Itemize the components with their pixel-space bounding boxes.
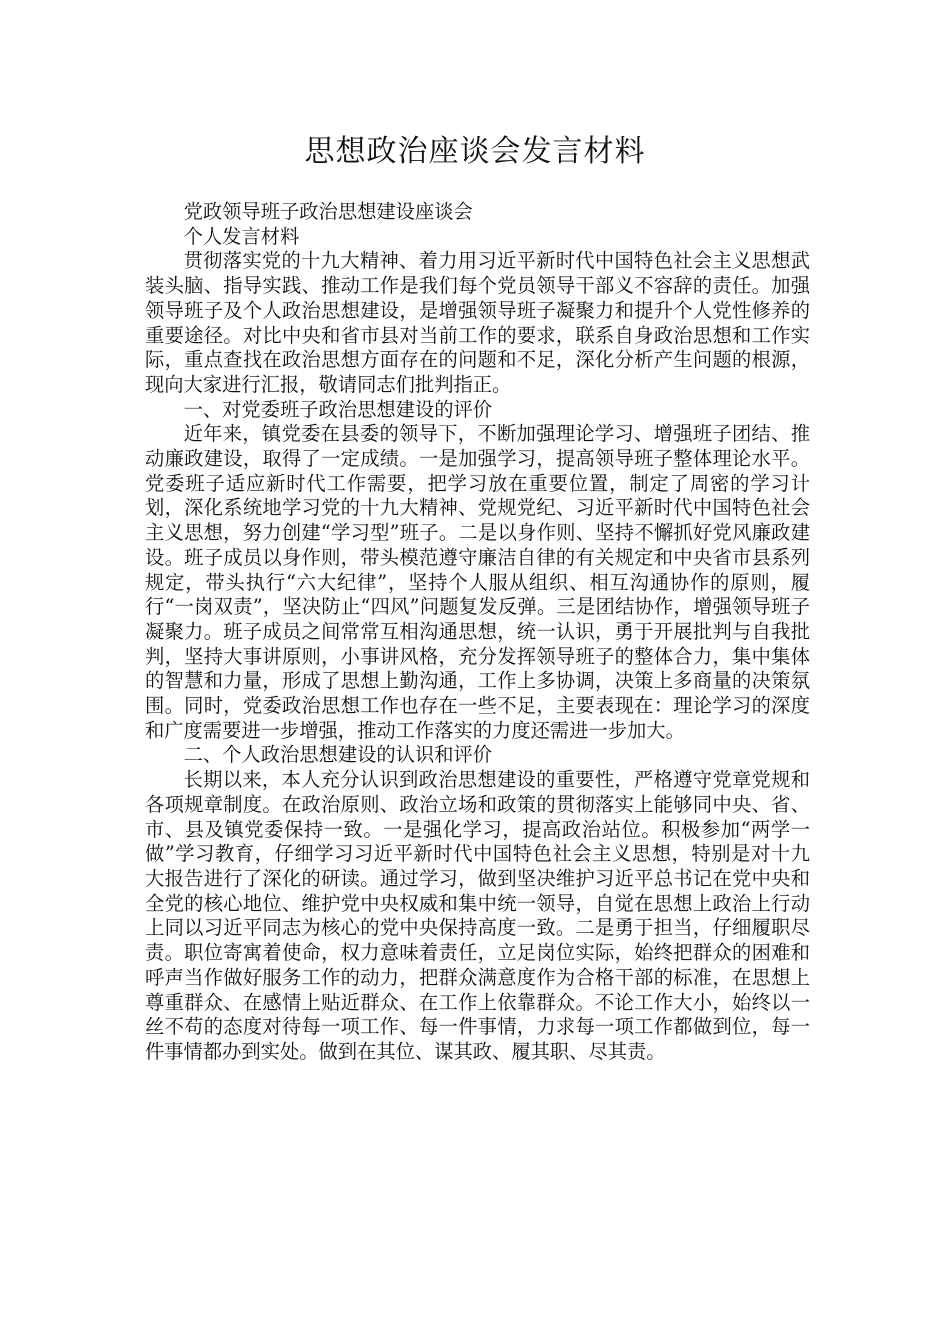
subtitle-meeting: 党政领导班子政治思想建设座谈会 [183,200,473,223]
section-1-paragraph: 近年来，镇党委在县委的领导下，不断加强理论学习、增强班子团结、推动廉政建设，取得了一定成绩。一是加强学习，提高领导班子整体理论水平。党委班子适应新时代工作需要，把学习放在重要位置，制定了周密的学习计划，深化系统地学习党的十九大精神、党规党纪、习近平新时代中国特色社会主义思想，努力创建“学习型”班子。二是以身作则、坚持不懈抓好党风廉政建设。班子成员以身作则，带头模范遵守廉洁自律的有关规定和中央省市县系列规定，带头执行“六大纪律”，坚持个人服从组织、相互沟通协作的原则，履行“一岗双责”，坚决防止“四风”问题复发反弹。三是团结协作，增强领导班子凝聚力。班子成员之间常常互相沟通思想，统一认识，勇于开展批判与自我批判，坚持大事讲原则，小事讲风格，充分发挥领导班子的整体合力，集中集体的智慧和力量，形成了思想上勤沟通，工作上多协调，决策上多商量的决策氛围。同时，党委政治思想工作也存在一些不足，主要表现在：理论学习的深度和广度需要进一步增强，推动工作落实的力度还需进一步加大。 [145,422,810,742]
section-heading-2: 二、个人政治思想建设的认识和评价 [183,743,493,767]
document-body [145,200,810,1065]
document-title: 思想政治座谈会发言材料 [304,134,646,169]
intro-paragraph: 贯彻落实党的十九大精神、着力用习近平新时代中国特色社会主义思想武装头脑、指导实践、推动工作是我们每个党员领导干部义不容辞的责任。加强领导班子及个人政治思想建设，是增强领导班子凝聚力和提升个人党性修养的重要途径。对比中央和省市县对当前工作的要求，联系自身政治思想和工作实际，重点查找在政治思想方面存在的问题和不足，深化分析产生问题的根源，现向大家进行汇报，敬请同志们批判指正。 [145,249,810,396]
section-heading-1: 一、对党委班子政治思想建设的评价 [183,397,493,421]
subtitle-material: 个人发言材料 [183,224,300,248]
section-2-paragraph: 长期以来，本人充分认识到政治思想建设的重要性，严格遵守党章党规和各项规章制度。在政治原则、政治立场和政策的贯彻落实上能够同中央、省、市、县及镇党委保持一致。一是强化学习，提高政治站位。积极参加“两学一做”学习教育，仔细学习习近平新时代中国特色社会主义思想，特别是对十九大报告进行了深化的研读。通过学习，做到坚决维护习近平总书记在党中央和全党的核心地位、维护党中央权威和集中统一领导，自觉在思想上政治上行动上同以习近平同志为核心的党中央保持高度一致。二是勇于担当，仔细履职尽责。职位寄寓着使命，权力意味着责任，立足岗位实际，始终把群众的困难和呼声当作做好服务工作的动力，把群众满意度作为合格干部的标准，在思想上尊重群众、在感情上贴近群众、在工作上依靠群众。不论工作大小，始终以一丝不苟的态度对待每一项工作、每一件事情，力求每一项工作都做到位，每一件事情都办到实处。做到在其位、谋其政、履其职、尽其责。 [145,768,810,1063]
